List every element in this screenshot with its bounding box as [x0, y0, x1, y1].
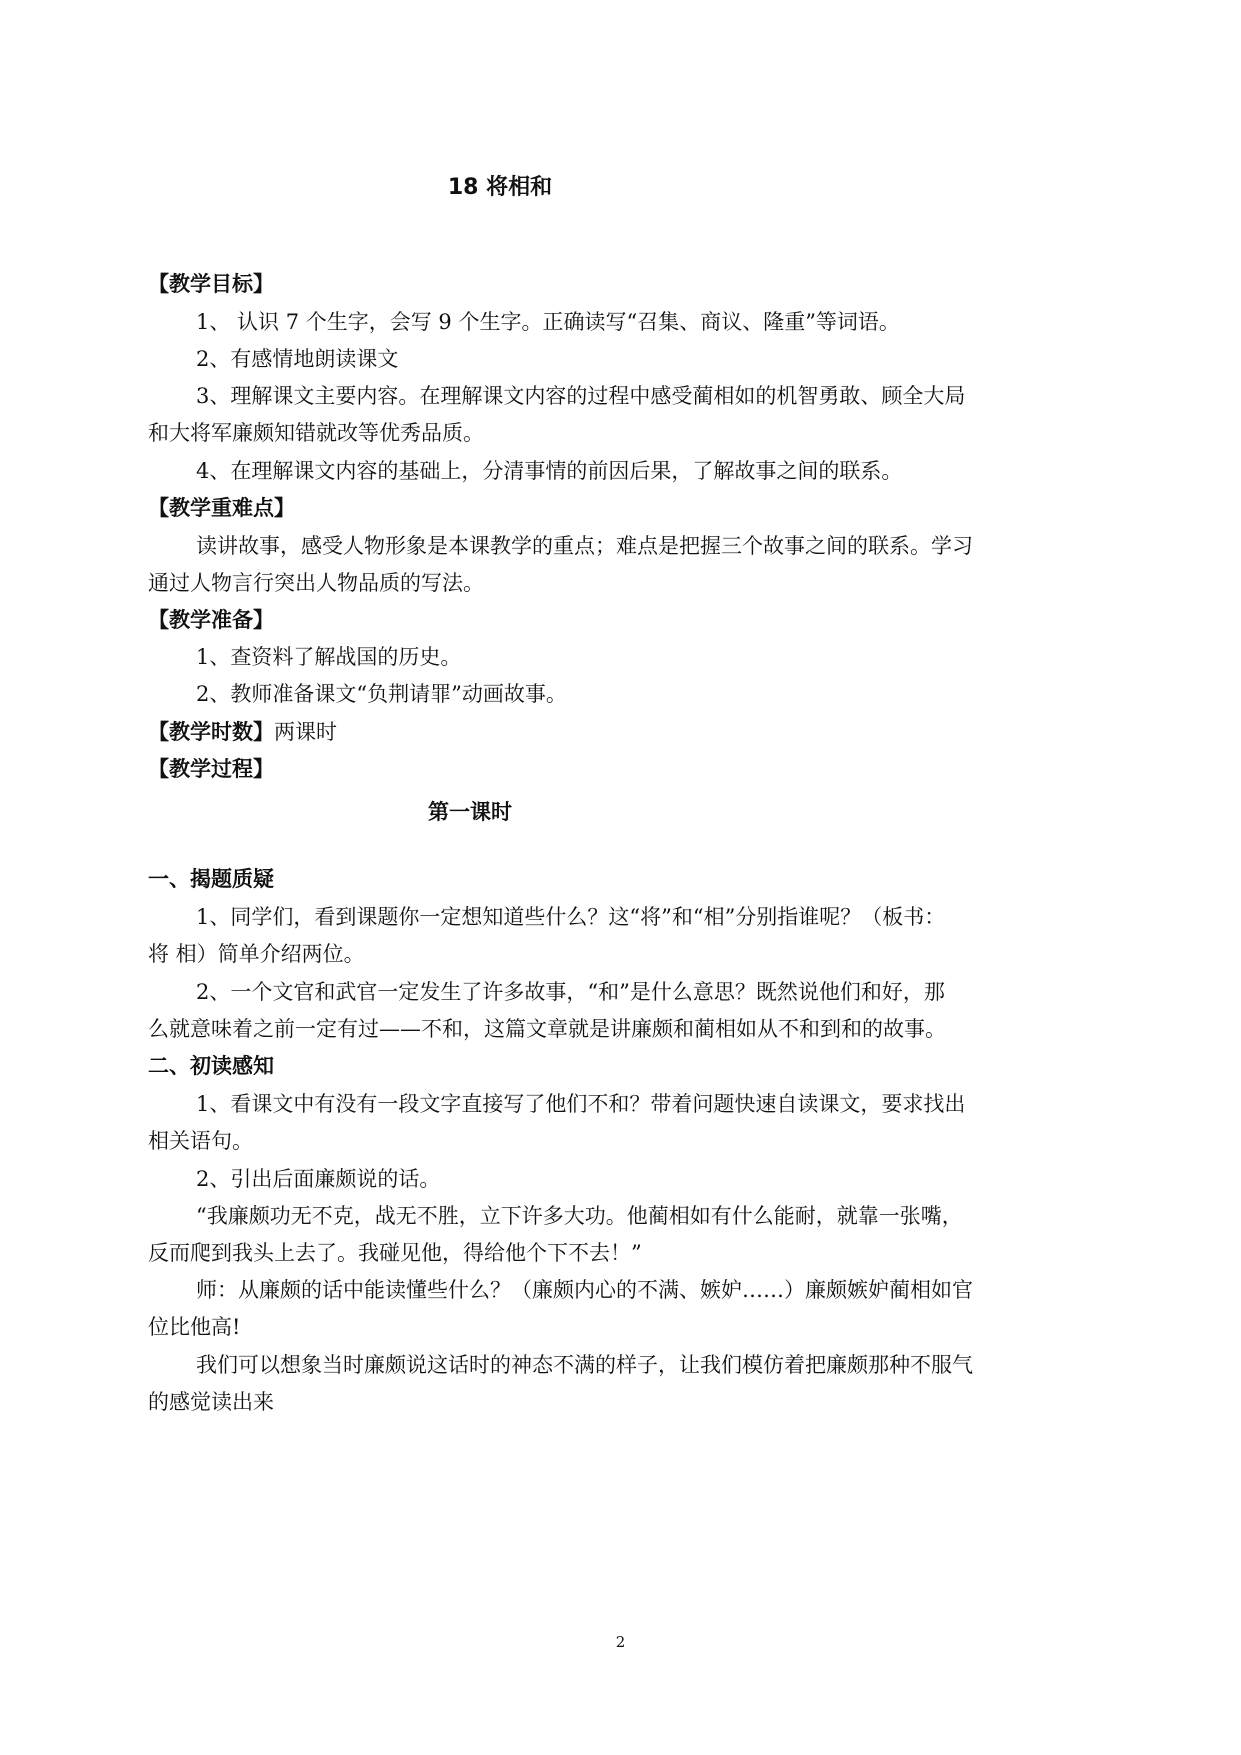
quote-line: “我廉颇功无不克，战无不胜，立下许多大功。他蔺相如有什么能耐，就靠一张嘴， — [196, 1204, 963, 1228]
part2-line: 师：从廉颇的话中能读懂些什么？（廉颇内心的不满、嫉妒……）廉颇嫉妒蔺相如官 — [196, 1278, 973, 1302]
heading-preparation: 【教学准备】 — [148, 608, 274, 632]
goal-line: 2、有感情地朗读课文 — [196, 347, 399, 371]
page-title: 18 将相和 — [447, 175, 553, 200]
key-line: 通过人物言行突出人物品质的写法。 — [148, 571, 484, 595]
part2-line: 1、看课文中有没有一段文字直接写了他们不和？带着问题快速自读课文，要求找出 — [196, 1092, 966, 1116]
goal-line: 1、 认识 7 个生字，会写 9 个生字。正确读写“召集、商议、隆重”等词语。 — [196, 310, 900, 334]
part2-line: 我们可以想象当时廉颇说这话时的神态不满的样子，让我们模仿着把廉颇那种不服气 — [196, 1353, 973, 1377]
prep-line: 1、查资料了解战国的历史。 — [196, 645, 462, 669]
part2-line: 相关语句。 — [148, 1129, 253, 1153]
heading-part-1: 一、揭题质疑 — [148, 867, 274, 891]
part1-line: 2、一个文官和武官一定发生了许多故事，“和”是什么意思？既然说他们和好，那 — [196, 980, 945, 1004]
prep-line: 2、教师准备课文“负荆请罪”动画故事。 — [196, 682, 567, 706]
time-value: 两课时 — [274, 720, 337, 744]
heading-part-2: 二、初读感知 — [148, 1054, 274, 1078]
goal-line: 3、理解课文主要内容。在理解课文内容的过程中感受蔺相如的机智勇敢、顾全大局 — [196, 384, 966, 408]
part1-line: 么就意味着之前一定有过——不和，这篇文章就是讲廉颇和蔺相如从不和到和的故事。 — [148, 1017, 946, 1041]
heading-key-points: 【教学重难点】 — [148, 496, 295, 520]
goal-line: 4、在理解课文内容的基础上，分清事情的前因后果，了解故事之间的联系。 — [196, 459, 903, 483]
part2-line: 位比他高! — [148, 1315, 241, 1339]
page-number: 2 — [615, 1633, 626, 1651]
part2-line: 2、引出后面廉颇说的话。 — [196, 1167, 441, 1191]
part1-line: 将 相）简单介绍两位。 — [148, 942, 365, 966]
part2-line: 的感觉读出来 — [148, 1390, 274, 1414]
goal-line: 和大将军廉颇知错就改等优秀品质。 — [148, 421, 484, 445]
heading-time — [148, 713, 1128, 751]
quote-line: 反而爬到我头上去了。我碰见他，得给他个下不去！” — [148, 1241, 642, 1265]
time-label: 【教学时数】 — [148, 720, 274, 744]
heading-goals: 【教学目标】 — [148, 272, 274, 296]
lesson-title: 第一课时 — [428, 800, 512, 824]
key-line: 读讲故事，感受人物形象是本课教学的重点；难点是把握三个故事之间的联系。学习 — [196, 534, 973, 558]
heading-process: 【教学过程】 — [148, 757, 274, 781]
part1-line: 1、同学们，看到课题你一定想知道些什么？这“将”和“相”分别指谁呢？（板书： — [196, 905, 946, 929]
